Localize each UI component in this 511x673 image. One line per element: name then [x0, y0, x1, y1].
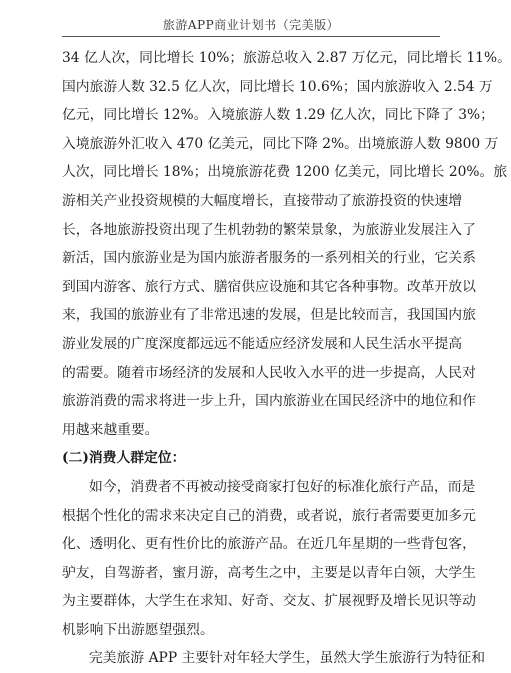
header-title: 旅游APP商业计划书（完美版）: [162, 18, 340, 32]
paragraph-line: 亿元，同比增长 12%。入境旅游人数 1.29 亿人次，同比下降了 3%；: [62, 107, 494, 124]
paragraph-line: 的需要。随着市场经济的发展和人民收入水平的进一步提高，人民对: [62, 364, 476, 381]
paragraph-line: 长，各地旅游投资出现了生机勃勃的繁荣景象，为旅游业发展注入了: [62, 221, 476, 238]
paragraph-line: 国内旅游人数 32.5 亿人次，同比增长 10.6%；国内旅游收入 2.54 万: [62, 78, 493, 95]
section-heading: (二)消费人群定位：: [62, 450, 186, 467]
page-header: [62, 14, 440, 37]
paragraph-line: 游业发展的广度深度都远远不能适应经济发展和人民生活水平提高: [62, 335, 463, 352]
paragraph-line: 根据个性化的需求来决定自己的消费，或者说，旅行者需要更加多元: [62, 507, 476, 524]
paragraph-line: 为主要群体，大学生在求知、好奇、交友、扩展视野及增长见识等动: [62, 593, 476, 610]
document-body: [62, 44, 511, 673]
paragraph-line: 来，我国的旅游业有了非常迅速的发展，但是比较而言，我国国内旅: [62, 307, 476, 324]
paragraph-line: 人次，同比增长 18%；出境旅游花费 1200 亿美元，同比增长 20%。旅: [62, 164, 508, 181]
paragraph-line: 如今，消费者不再被动接受商家打包好的标准化旅行产品，而是: [89, 478, 476, 495]
paragraph-line: 用越来越重要。: [62, 421, 159, 438]
paragraph-line: 到国内游客、旅行方式、膳宿供应设施和其它各种事物。改革开放以: [62, 278, 476, 295]
paragraph-line: 34 亿人次，同比增长 10%；旅游总收入 2.87 万亿元，同比增长 11%。: [62, 50, 511, 66]
paragraph-line: 旅游消费的需求将进一步上升，国内旅游业在国民经济中的地位和作: [62, 393, 476, 410]
paragraph-line: 游相关产业投资规模的大幅度增长，直接带动了旅游投资的快速增: [62, 192, 463, 209]
paragraph-line: 驴友，自驾游者，蜜月游，高考生之中，主要是以青年白领，大学生: [62, 564, 476, 581]
paragraph-line: 入境旅游外汇收入 470 亿美元，同比下降 2%。出境旅游人数 9800 万: [62, 135, 499, 152]
paragraph-line: 完美旅游 APP 主要针对年轻大学生，虽然大学生旅游行为特征和: [89, 650, 486, 667]
paragraph-line: 新活，国内旅游业是为国内旅游者服务的一系列相关的行业，它关系: [62, 250, 476, 267]
paragraph-line: 化、透明化、更有性价比的旅游产品。在近几年星期的一些背包客，: [62, 536, 476, 553]
paragraph-line: 机影响下出游愿望强烈。: [62, 621, 214, 638]
